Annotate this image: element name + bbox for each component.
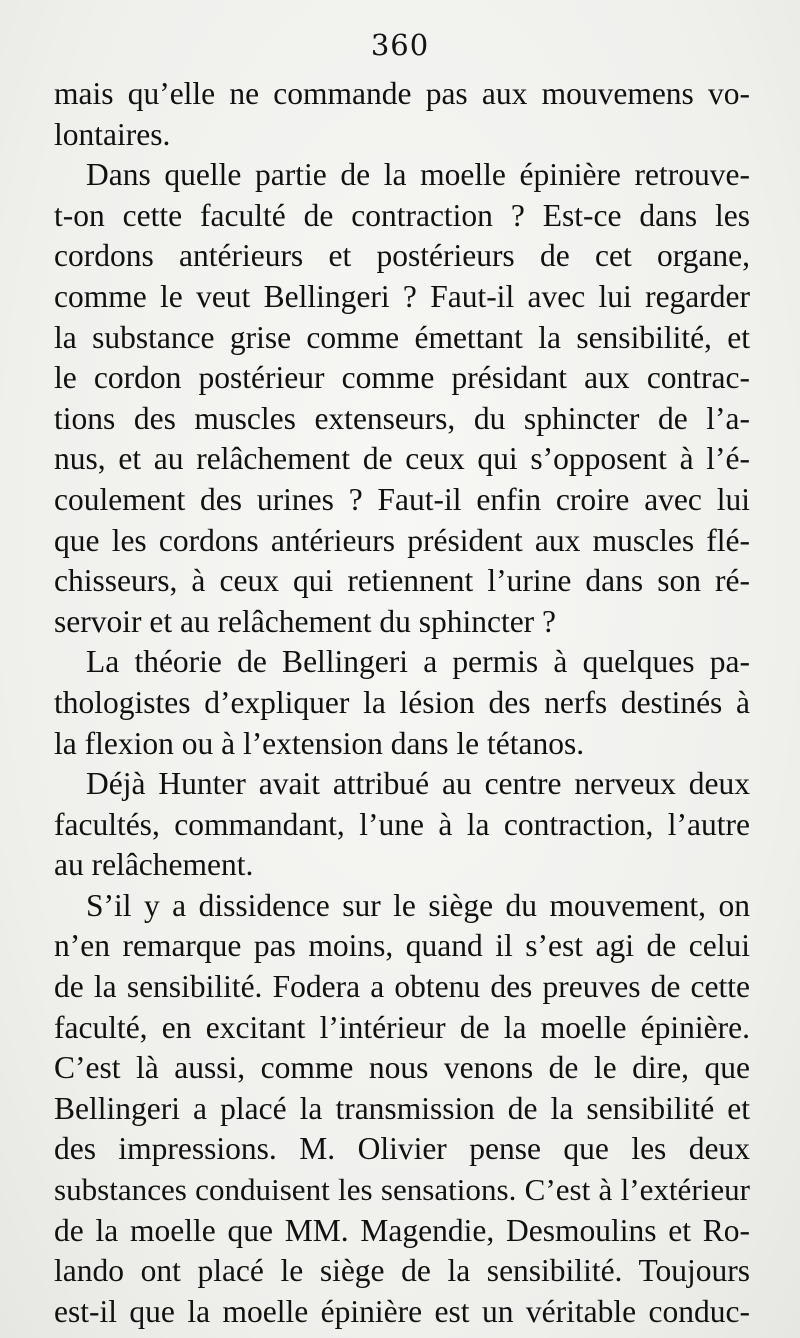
text-line: de la moelle que MM. Magendie, Desmoulins et Ro- bbox=[54, 1212, 750, 1248]
text-line: est-il que la moelle épinière est un véritable conduc- bbox=[54, 1293, 750, 1329]
text-line: lando ont placé le siège de la sensibilité. Toujours bbox=[54, 1253, 750, 1289]
text-line: S’il y a dissidence sur le siège du mouvement, on bbox=[86, 887, 750, 923]
text-line: la substance grise comme émettant la sensibilité, et bbox=[54, 319, 750, 355]
text-line: servoir et au relâchement du sphincter ? bbox=[54, 603, 557, 639]
text-line: coulement des urines ? Faut-il enfin croire avec lui bbox=[54, 481, 750, 517]
text-line: t-on cette faculté de contraction ? Est-ce dans les bbox=[54, 197, 750, 233]
text-line: comme le veut Bellingeri ? Faut-il avec lui regarder bbox=[54, 278, 750, 314]
text-line: nus, et au relâchement de ceux qui s’opposent à l’é- bbox=[54, 441, 750, 477]
text-line: Bellingeri a placé la transmission de la sensibilité et bbox=[54, 1090, 750, 1126]
text-line: tions des muscles extenseurs, du sphincter de l’a- bbox=[54, 400, 750, 436]
text-line: cordons antérieurs et postérieurs de cet organe, bbox=[54, 238, 750, 274]
text-line: de la sensibilité. Fodera a obtenu des preuves de cette bbox=[54, 969, 750, 1005]
text-line: des impressions. M. Olivier pense que les deux bbox=[54, 1131, 750, 1167]
text-line: lontaires. bbox=[54, 116, 171, 152]
text-line: n’en remarque pas moins, quand il s’est agi de celui bbox=[54, 928, 750, 964]
text-line: facultés, commandant, l’une à la contraction, l’autre bbox=[54, 806, 750, 842]
text-line: thologistes d’expliquer la lésion des nerfs destinés à bbox=[54, 684, 750, 720]
text-line: mais qu’elle ne commande pas aux mouvemens vo- bbox=[54, 76, 750, 111]
text-line: C’est là aussi, comme nous venons de le dire, que bbox=[54, 1050, 750, 1086]
text-line: que les cordons antérieurs président aux muscles flé- bbox=[54, 522, 750, 558]
text-line: substances conduisent les sensations. C’est à l’extérieur bbox=[54, 1172, 750, 1208]
text-line: le cordon postérieur comme présidant aux contrac- bbox=[54, 360, 750, 396]
text-line: La théorie de Bellingeri a permis à quelques pa- bbox=[86, 644, 750, 680]
page-number: 360 bbox=[370, 28, 430, 62]
body-text bbox=[54, 74, 750, 1332]
text-line: Déjà Hunter avait attribué au centre nerveux deux bbox=[86, 766, 750, 802]
text-line: faculté, en excitant l’intérieur de la moelle épinière. bbox=[54, 1009, 750, 1045]
text-line: chisseurs, à ceux qui retiennent l’urine dans son ré- bbox=[54, 563, 750, 599]
text-line: Dans quelle partie de la moelle épinière retrouve- bbox=[86, 157, 750, 193]
text-line: au relâchement. bbox=[54, 847, 254, 883]
text-line: la flexion ou à l’extension dans le tétanos. bbox=[54, 725, 585, 761]
